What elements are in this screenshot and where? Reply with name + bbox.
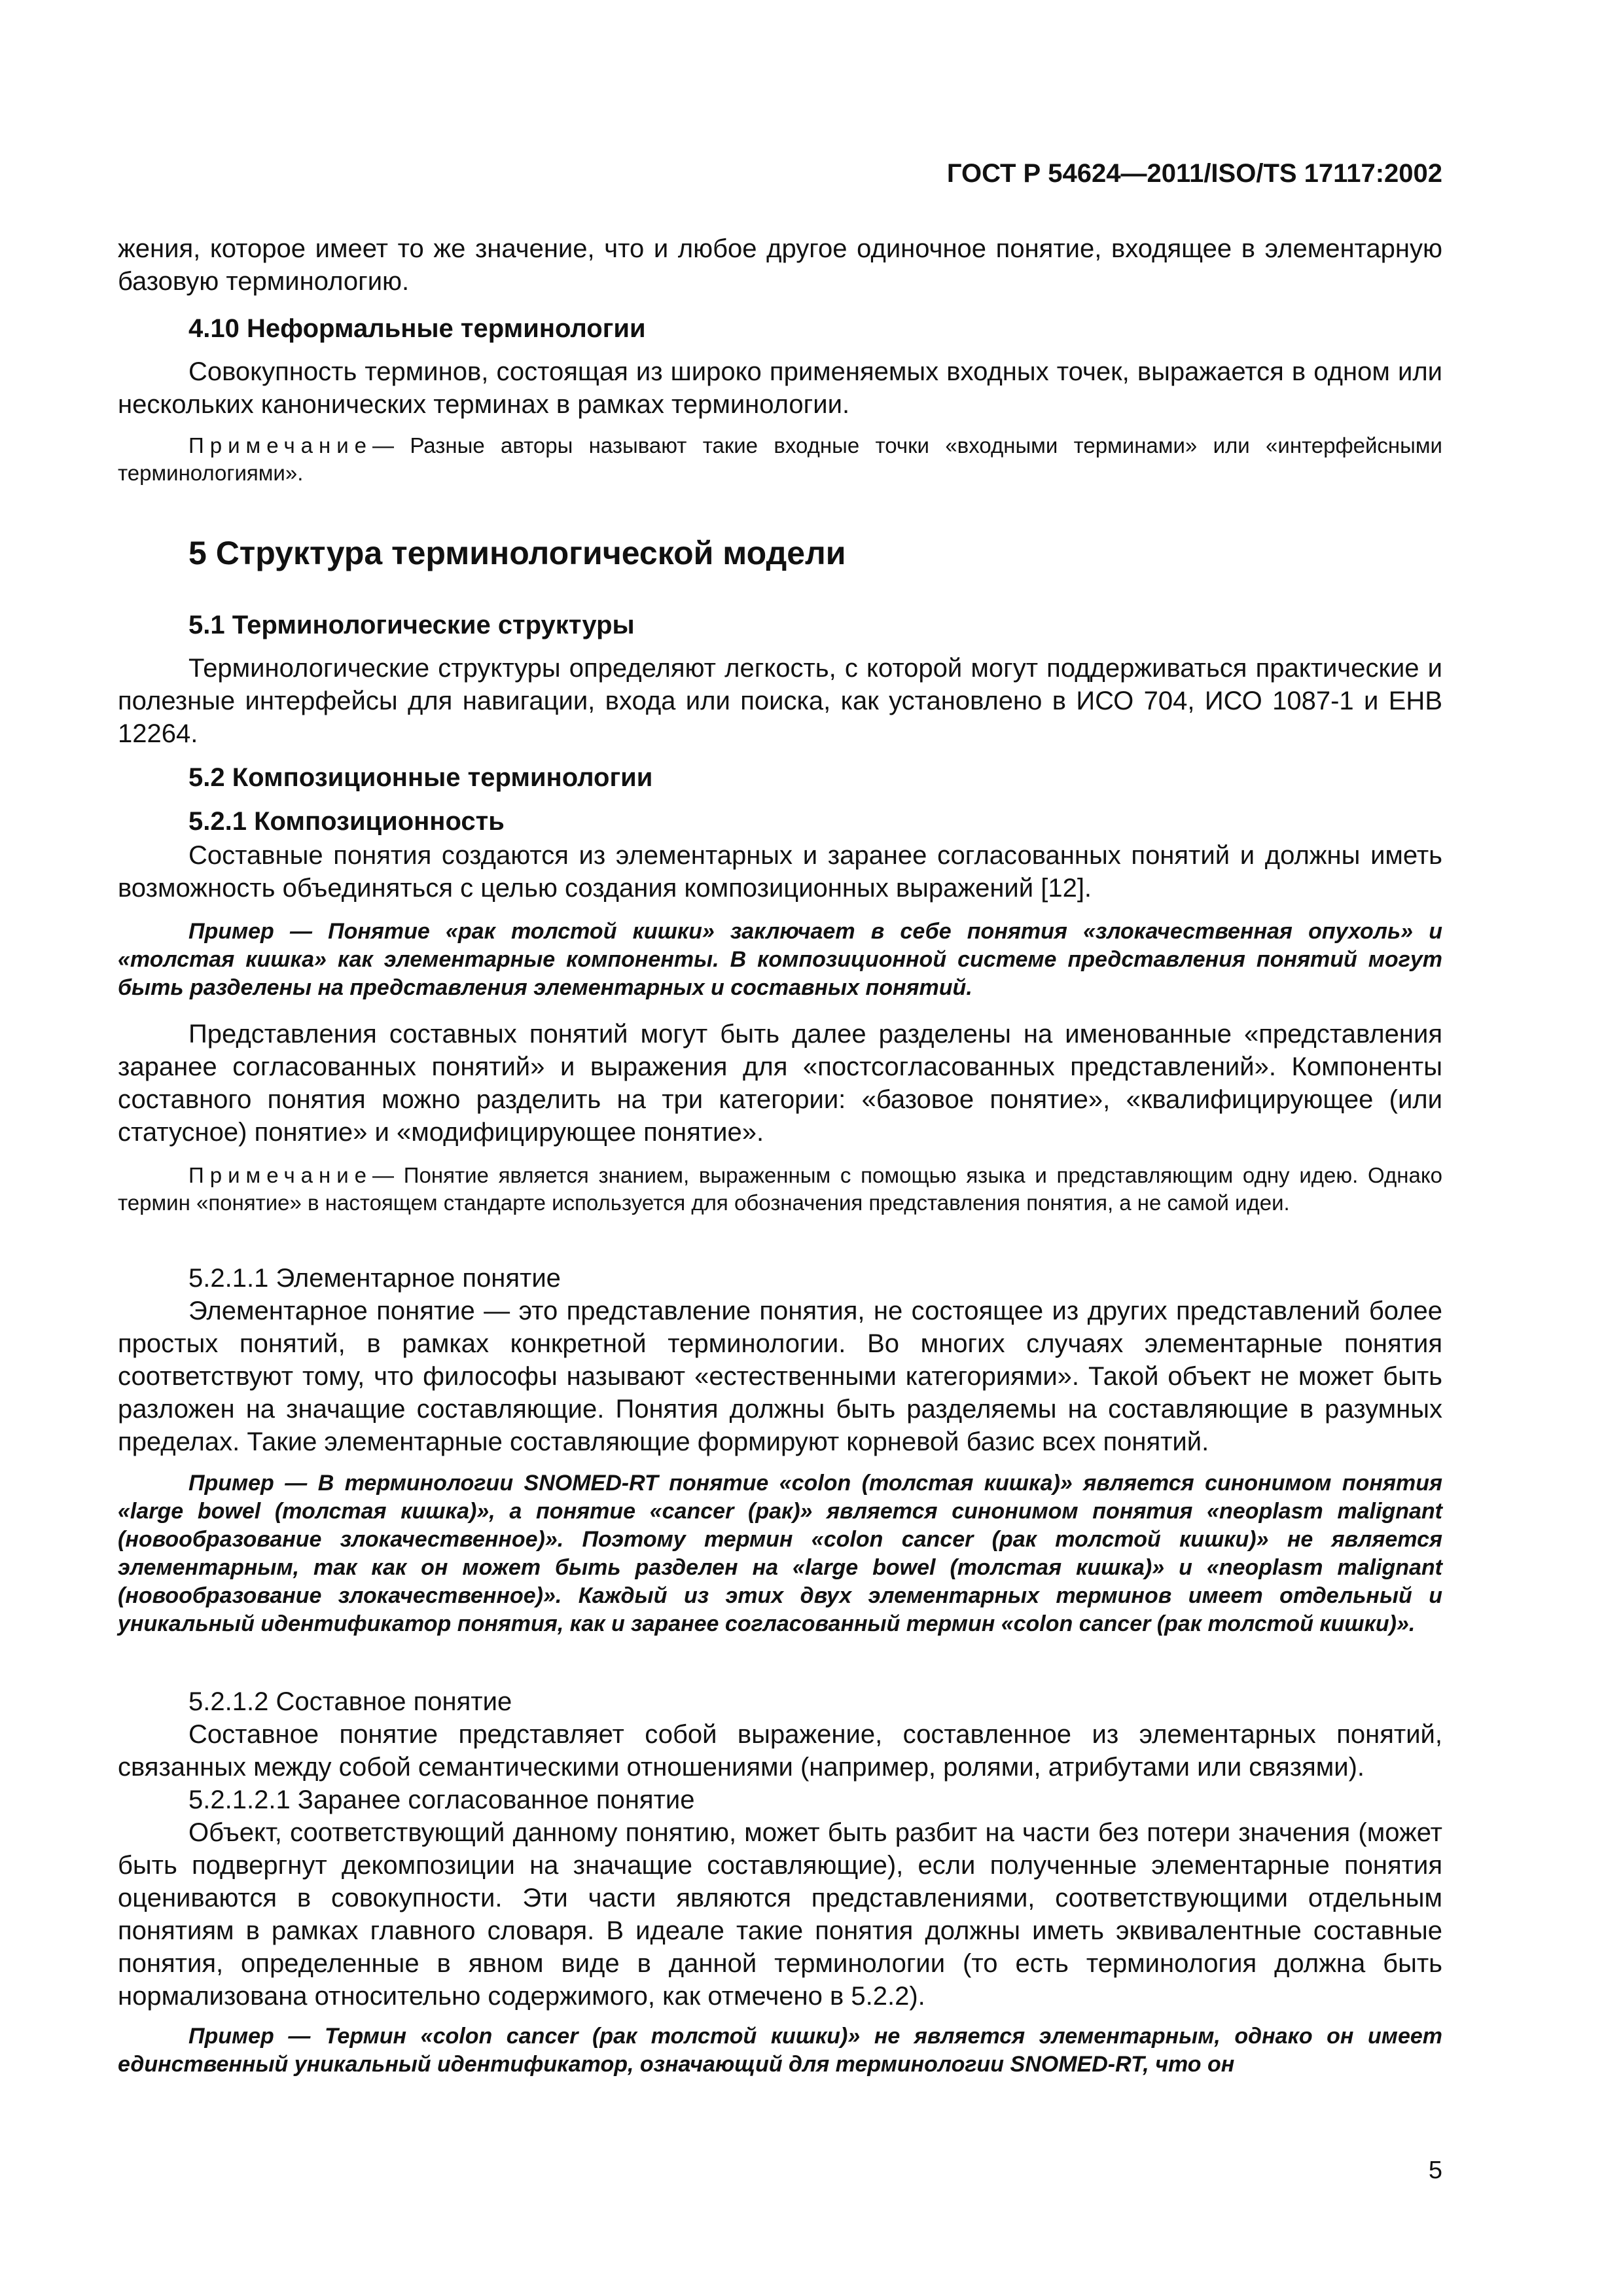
note-label: Примечание — [188, 433, 373, 457]
paragraph-representations: Представления составных понятий могут быть далее разделены на именованные «представления заранее согласованных понятий» и выражения для «постсогласованных представлений». Компоненты составного понятия можно разделить на три категории: «базовое понятие», «квалифицирующее (или статусное) понятие» и «модифицирующее понятие». — [118, 1020, 1442, 1147]
paragraph-4-10: Совокупность терминов, состоящая из широко применяемых входных точек, выражается в одном или нескольких канонических терминах в рамках терминологии. — [118, 357, 1442, 419]
paragraph-5-2-1-2-1: Объект, соответствующий данному понятию, может быть разбит на части без потери значения (может быть подвергнут декомпозиции на значащие составляющие), если полученные элементарные понятия оцениваются в совокупности. Эти части являются представлениями, соответствующими отдельным понятиям в рамках главного словаря. В идеале такие понятия должны иметь эквивалентные составные понятия, определенные в явном виде в данной терминологии (то есть терминология должна быть нормализована относительно содержимого, как отмечено в 5.2.2). — [118, 1818, 1442, 2011]
heading-5-2-1-1: 5.2.1.1 Элементарное понятие — [188, 1264, 561, 1293]
page-number: 5 — [1428, 2157, 1442, 2184]
heading-4-10: 4.10 Неформальные терминологии — [188, 314, 646, 343]
note-2 — [118, 1162, 1442, 1217]
document-header: ГОСТ Р 54624—2011/ISO/TS 17117:2002 — [946, 159, 1442, 188]
note-label: Примечание — [188, 1163, 373, 1187]
paragraph-5-2-1-2: Составное понятие представляет собой выражение, составленное из элементарных понятий, связанных между собой семантическими отношениями (например, ролями, атрибутами или связями). — [118, 1720, 1442, 1782]
heading-section-5: 5 Структура терминологической модели — [188, 535, 846, 571]
heading-5-1: 5.1 Терминологические структуры — [188, 611, 635, 639]
note-1 — [118, 432, 1442, 487]
heading-5-2-1-2: 5.2.1.2 Составное понятие — [188, 1687, 512, 1716]
example-3: Пример — Термин «colon cancer (рак толстой кишки)» не является элементарным, однако он имеет единственный уникальный идентификатор, означающий для терминологии SNOMED-RT, что он — [118, 2024, 1442, 2077]
note-text: — Разные авторы называют такие входные точки «входными терминами» или «интерфейсными терминологиями». — [118, 433, 1442, 485]
paragraph-5-2-1-1: Элементарное понятие — это представление понятия, не состоящее из других представлений более простых понятий, в рамках конкретной терминологии. Во многих случаях элементарные понятия соответствуют тому, что философы называют «естественными категориями». Такой объект не может быть разложен на значащие составляющие. Понятия должны быть разделяемы на составляющие в разумных пределах. Такие элементарные составляющие формируют корневой базис всех понятий. — [118, 1297, 1442, 1456]
example-2: Пример — В терминологии SNOMED-RT понятие «colon (толстая кишка)» является синонимом понятия «large bowel (толстая кишка)», а понятие «cancer (рак)» является синонимом понятия «neoplasm malignant (новообразование злокачественное)». Поэтому термин «colon cancer (рак толстой кишки)» не является элементарным, так как он может быть разделен на «large bowel (толстая кишка)» и «neoplasm malignant (новообразование злокачественное)». Каждый из этих двух элементарных терминов имеет отдельный и уникальный идентификатор понятия, как и заранее согласованный термин «colon cancer (рак толстой кишки)». — [118, 1471, 1442, 1636]
paragraph-5-2-1: Составные понятия создаются из элементарных и заранее согласованных понятий и должны иметь возможность объединяться с целью создания композиционных выражений [12]. — [118, 841, 1442, 903]
note-text: — Понятие является знанием, выраженным с помощью языка и представляющим одну идею. Однако термин «понятие» в настоящем стандарте используется для обозначения представления понятия, а не самой идеи. — [118, 1163, 1442, 1215]
heading-5-2-1: 5.2.1 Композиционность — [188, 807, 505, 836]
paragraph-5-1: Терминологические структуры определяют легкость, с которой могут поддерживаться практические и полезные интерфейсы для навигации, входа или поиска, как установлено в ИСО 704, ИСО 1087-1 и ЕНВ 12264. — [118, 654, 1442, 748]
paragraph-continuation: жения, которое имеет то же значение, что и любое другое одиночное понятие, входящее в элементарную базовую терминологию. — [118, 234, 1442, 296]
heading-5-2-1-2-1: 5.2.1.2.1 Заранее согласованное понятие — [188, 1785, 695, 1814]
example-1: Пример — Понятие «рак толстой кишки» заключает в себе понятия «злокачественная опухоль» и «толстая кишка» как элементарные компоненты. В композиционной системе представления понятий могут быть разделены на представления элементарных и составных понятий. — [118, 919, 1442, 1000]
heading-5-2: 5.2 Композиционные терминологии — [188, 763, 653, 792]
